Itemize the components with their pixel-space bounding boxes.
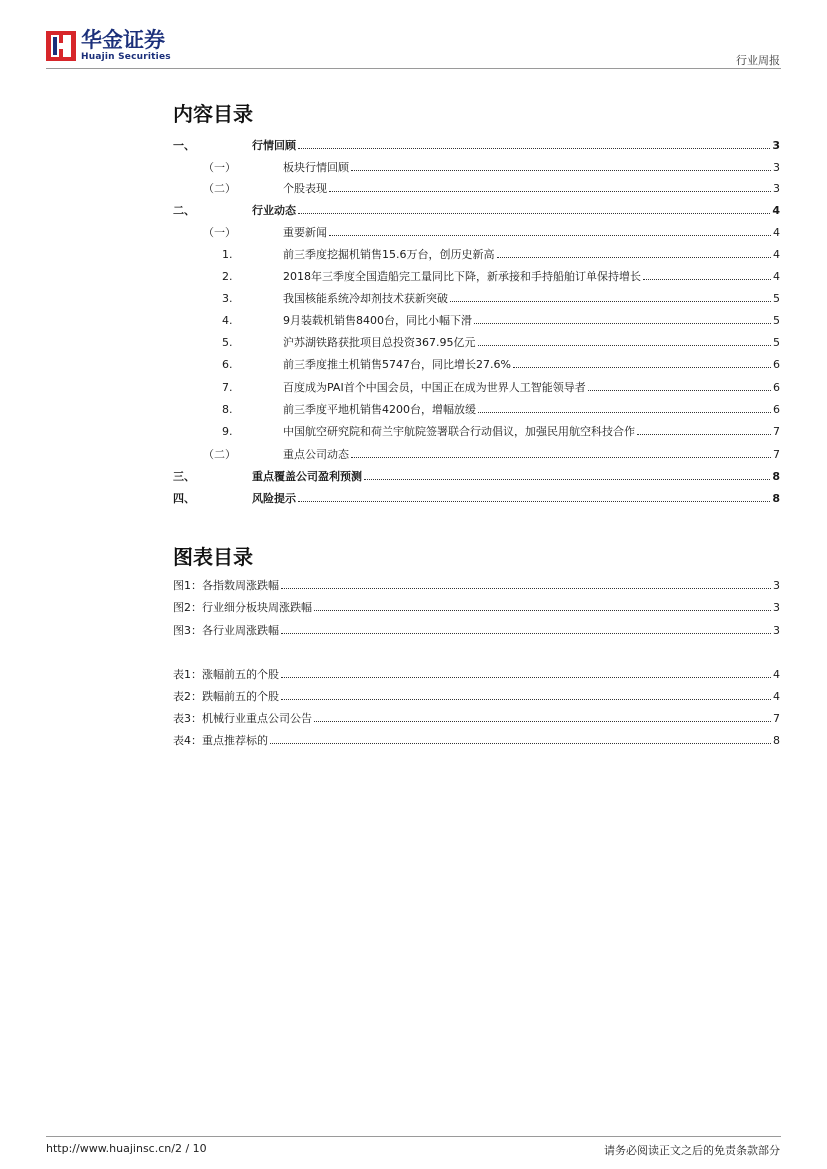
toc-entry-page: 5 [773,314,780,327]
toc-entry-title: 行情回顾 [252,139,296,152]
dot-leader [314,610,771,611]
table-entry-page: 8 [773,734,780,747]
dot-leader [637,434,771,435]
company-logo [46,28,176,64]
toc-entry[interactable] [173,181,780,197]
toc-entry-page: 3 [773,182,780,195]
toc-entry-page: 7 [773,448,780,461]
dot-leader [478,412,771,413]
toc-entry-number: 8. [222,403,233,416]
toc-entry[interactable] [173,447,780,463]
toc-entry-page: 4 [773,226,780,239]
dot-leader [281,677,771,678]
toc-entry-page: 4 [772,204,780,217]
footer-url-page[interactable]: http://www.huajinsc.cn/2 / 10 [46,1142,207,1155]
table-entry-title: 表3：机械行业重点公司公告 [173,712,312,725]
toc-entry[interactable] [173,203,780,219]
logo-english-name: Huajin Securities [81,52,171,62]
logo-chinese-name: 华金证券 [81,28,165,52]
dot-leader [281,633,771,634]
toc-entry-number: （二） [203,448,236,461]
table-entry-title: 表4：重点推荐标的 [173,734,268,747]
figure-entry-page: 3 [773,601,780,614]
toc-entry-page: 8 [772,470,780,483]
dot-leader [298,148,770,149]
dot-leader [478,345,772,346]
dot-leader [364,479,770,480]
toc-entry[interactable] [173,247,780,263]
toc-entry-title: 板块行情回顾 [283,161,349,174]
toc-entry-page: 4 [773,270,780,283]
toc-entry-title: 前三季度推土机销售5747台，同比增长27.6% [283,358,511,371]
figure-entry[interactable] [173,600,780,616]
toc-entry-number: 一、 [173,139,195,152]
dot-leader [270,743,771,744]
toc-entry[interactable] [173,491,780,507]
toc-entry-title: 个股表现 [283,182,327,195]
table-entry-title: 表2：跌幅前五的个股 [173,690,279,703]
toc-entry-number: （一） [203,226,236,239]
toc-entry-number: 4. [222,314,233,327]
toc-entry[interactable] [173,291,780,307]
toc-entry[interactable] [173,357,780,373]
toc-entry-number: 6. [222,358,233,371]
toc-entry-number: 7. [222,381,233,394]
toc-entry-page: 4 [773,248,780,261]
toc-entry[interactable] [173,424,780,440]
toc-entry-page: 7 [773,425,780,438]
toc-entry-title: 我国核能系统冷却剂技术获新突破 [283,292,448,305]
toc-entry-page: 6 [773,403,780,416]
toc-entry-title: 行业动态 [252,204,296,217]
table-entry[interactable] [173,711,780,727]
toc-entry[interactable] [173,469,780,485]
toc-entry-page: 6 [773,358,780,371]
toc-entry-number: 四、 [173,492,195,505]
huajin-logo-icon [46,31,76,61]
dot-leader [474,323,771,324]
toc-entry-number: 5. [222,336,233,349]
toc-entry-title: 重点公司动态 [283,448,349,461]
toc-entry-number: （一） [203,161,236,174]
table-entry[interactable] [173,689,780,705]
dot-leader [497,257,772,258]
header-divider [46,68,781,69]
dot-leader [281,699,771,700]
dot-leader [351,170,771,171]
figure-entry[interactable] [173,578,780,594]
table-entry-page: 4 [773,668,780,681]
toc-entry-title: 前三季度平地机销售4200台，增幅放缓 [283,403,476,416]
toc-entry[interactable] [173,160,780,176]
dot-leader [588,390,771,391]
dot-leader [643,279,771,280]
figure-entry-title: 图2：行业细分板块周涨跌幅 [173,601,312,614]
toc-entry-number: 二、 [173,204,195,217]
dot-leader [314,721,771,722]
toc-heading: 内容目录 [173,102,253,126]
toc-entry-number: （二） [203,182,236,195]
toc-entry-title: 9月装载机销售8400台，同比小幅下滑 [283,314,472,327]
toc-entry[interactable] [173,138,780,154]
footer-divider [46,1136,781,1137]
figure-entry-title: 图3：各行业周涨跌幅 [173,624,279,637]
dot-leader [329,191,771,192]
table-entry[interactable] [173,667,780,683]
dot-leader [329,235,771,236]
figure-entry-title: 图1：各指数周涨跌幅 [173,579,279,592]
toc-entry-title: 重要新闻 [283,226,327,239]
toc-entry-title: 风险提示 [252,492,296,505]
toc-entry-page: 6 [773,381,780,394]
toc-entry-page: 3 [773,161,780,174]
toc-entry[interactable] [173,380,780,396]
toc-entry-title: 前三季度挖掘机销售15.6万台，创历史新高 [283,248,495,261]
toc-entry-number: 三、 [173,470,195,483]
table-entry-page: 7 [773,712,780,725]
table-entry[interactable] [173,733,780,749]
toc-entry[interactable] [173,269,780,285]
figure-entry-page: 3 [773,579,780,592]
toc-entry-title: 2018年三季度全国造船完工量同比下降，新承接和手持船舶订单保持增长 [283,270,641,283]
toc-entry[interactable] [173,313,780,329]
toc-entry-number: 2. [222,270,233,283]
toc-entry[interactable] [173,225,780,241]
toc-entry-page: 8 [772,492,780,505]
toc-entry-number: 1. [222,248,233,261]
toc-entry-page: 5 [773,336,780,349]
figures-heading: 图表目录 [173,545,253,569]
table-entry-page: 4 [773,690,780,703]
table-entry-title: 表1：涨幅前五的个股 [173,668,279,681]
footer-disclaimer: 请务必阅读正文之后的免责条款部分 [604,1144,780,1157]
toc-entry[interactable] [173,335,780,351]
dot-leader [281,588,771,589]
dot-leader [298,213,770,214]
toc-entry-title: 中国航空研究院和荷兰宇航院签署联合行动倡议，加强民用航空科技合作 [283,425,635,438]
dot-leader [351,457,771,458]
figure-entry[interactable] [173,623,780,639]
report-type-label: 行业周报 [736,54,780,67]
dot-leader [513,367,771,368]
toc-entry-page: 5 [773,292,780,305]
toc-entry-title: 沪苏湖铁路获批项目总投资367.95亿元 [283,336,476,349]
toc-entry-number: 3. [222,292,233,305]
dot-leader [298,501,770,502]
toc-entry-number: 9. [222,425,233,438]
dot-leader [450,301,771,302]
figure-entry-page: 3 [773,624,780,637]
toc-entry-title: 百度成为PAI首个中国会员，中国正在成为世界人工智能领导者 [283,381,586,394]
toc-entry-page: 3 [772,139,780,152]
toc-entry-title: 重点覆盖公司盈利预测 [252,470,362,483]
toc-entry[interactable] [173,402,780,418]
